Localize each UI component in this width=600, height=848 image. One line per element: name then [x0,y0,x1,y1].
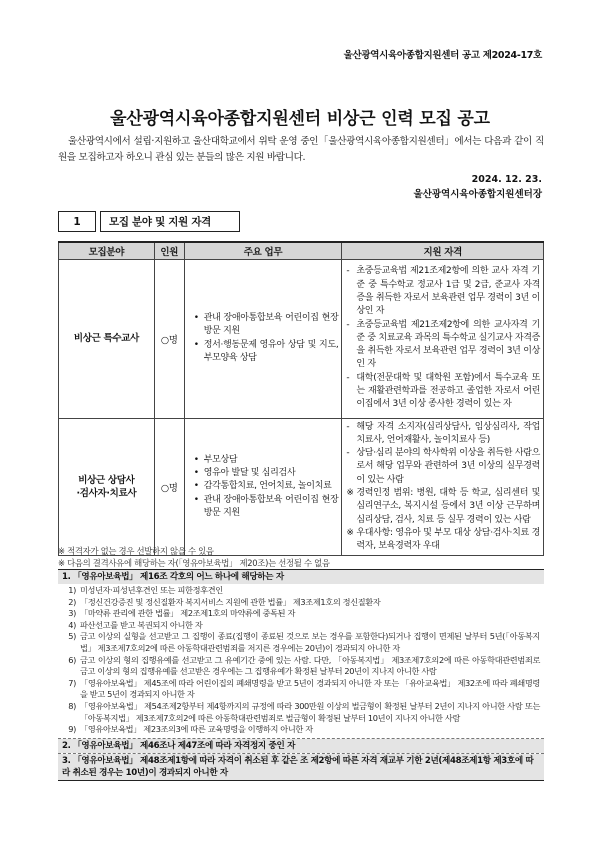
qualifications-cell [342,418,544,556]
list-item [62,724,540,736]
item-text: 「영유아보육법」 제54조제2항부터 제4항까지의 규정에 따라 300만원 이상의 벌금형이 확정된 날부터 2년이 지나지 아니한 사람 또는 「아동복지법」 제3조제7호의2에 따른 아동학대관련범죄로 벌금형이 확정된 날부터 10년이 지나지 아니한 사람 [80,700,540,723]
item-number: 2) [68,596,76,607]
count-cell: ○명 [154,259,184,418]
qualification-text: 초중등교육법 제21조제2항에 의한 교사 자격 기준 중 특수학교 정교사 1급 및 2급, 준교사 자격증을 취득한 자로서 보육관련 업무 경력이 3년 이상인 자 [356,266,540,317]
item-number: 9) [68,724,76,735]
qualification-text: 대학(전문대학 및 대학원 포함)에서 특수교육 또는 재활관련학과를 전공하고 졸업한 자로서 어린이집에서 3년 이상 종사한 경력이 있는 자 [356,372,540,410]
count-cell: ○명 [154,418,184,556]
category-line: ·검사자·치료사 [76,487,137,499]
issuer-name: 울산광역시육아종합지원센터장 [413,189,542,200]
header-qualifications: 지원 자격 [342,242,544,259]
item-number: 5) [68,631,76,642]
qualification-marker: ※ [346,527,354,538]
list-item [62,655,540,678]
header-category: 모집분야 [59,242,155,259]
issue-date: 2024. 12. 23. [471,174,542,185]
section-title: 모집 분야 및 지원 자격 [100,211,240,232]
duty-item: • 부모상담 [188,454,339,467]
item-text: 미성년자·피성년후견인 또는 피한정후견인 [80,585,223,595]
notice-number: 울산광역시육아종합지원센터 공고 제2024-17호 [343,50,542,61]
duties-cell [184,418,342,556]
category-cell: 비상근 특수교사 [59,259,155,418]
qualification-text: 우대사항: 영유아 및 부모 대상 상담·검사·치료 경력자, 보육경력자 우대 [356,527,540,552]
item-text: 파산선고를 받고 복권되지 아니한 자 [80,619,203,630]
duties-cell [184,259,342,418]
table-row-special-teacher [59,259,544,418]
qualification-item [344,319,540,372]
item-number: 8) [68,700,76,711]
notes-block [58,545,544,569]
item-text: 「영유아보육법」 제45조에 따라 어린이집의 폐쇄명령을 받고 5년이 경과되지 아니한 자 또는 「유아교육법」 제32조에 따라 폐쇄명령을 받고 5년이 경과되지 아니한 자 [80,677,540,700]
item-text: 「정신건강증진 및 정신질환자 복지서비스 지원에 관한 법률」 제3조제1호의 정신질환자 [80,596,381,607]
duty-item: • 영유아 발달 및 심리검사 [188,467,339,480]
qualification-item [344,421,540,448]
item-number: 7) [68,677,76,688]
qualification-item [344,447,540,487]
intro-paragraph: 울산광역시에서 설립·지원하고 울산대학교에서 위탁 운영 중인「울산광역시육아종합지원센터」에서는 다음과 같이 직원을 모집하고자 하오니 관심 있는 분들의 많은 지원 바랍니다. [58,136,544,163]
recruitment-table [58,241,544,556]
qualification-marker: - [346,319,350,330]
list-item [62,701,540,724]
category-line: 비상근 상담사 [78,474,135,486]
item-number: 6) [68,654,76,665]
qualification-text: 해당 자격 소지자(심리상담사, 임상심리사, 작업치료사, 언어재활사, 놀이치료사 등) [356,421,540,445]
qualification-marker: - [346,266,350,277]
issue-block [414,172,542,202]
header-count: 인원 [154,242,184,259]
disqualification-heading: 1. 「영유아보육법」 제16조 각호의 어느 하나에 해당하는 자 [58,570,544,584]
note-line: ※ 적격자가 없는 경우 선발하지 않을 수 있음 [58,546,214,556]
list-item [62,585,540,597]
qualification-marker: - [346,372,350,383]
qualification-item [344,487,540,527]
item-text: 「영유아보육법」 제23조의3에 따른 교육명령을 이행하지 아니한 자 [80,724,313,735]
section-number: 1 [58,211,96,232]
item-text: 「마약류 관리에 관한 법률」 제2조제1호의 마약류에 중독된 자 [80,608,296,619]
category-cell [59,418,155,556]
item-number: 4) [68,619,76,630]
qualification-item [344,265,540,318]
table-row-counselor [59,418,544,556]
disqualification-box [58,569,544,781]
qualification-marker: - [346,448,350,459]
qualifications-cell [342,259,544,418]
qualification-marker: - [346,421,350,432]
qualification-item [344,372,540,412]
qualification-text: 상담·심리 분야의 학사학위 이상을 취득한 사람으로서 해당 업무와 관련하여 3년 이상의 실무경력이 있는 사람 [356,448,540,485]
duty-item: • 정서·행동문제 영유아 상담 및 지도, 부모양육 상담 [188,339,339,365]
list-item [62,608,540,620]
list-item [62,620,540,632]
disqualification-list [58,584,544,738]
item-number: 3) [68,608,76,619]
duty-item: • 관내 장애아통합보육 어린이집 현장방문 지원 [188,312,339,338]
qualification-marker: ※ [346,487,354,498]
qualification-text: 초중등교육법 제21조제2항에 의한 교사자격 기준 중 치료교육 과목의 특수학교 실기교사 자격증을 취득한 자로서 보육관련 업무 경력이 3년 이상인 자 [356,319,540,370]
disqualification-heading: 2. 「영유아보육법」 제46조나 제47조에 따라 자격정지 중인 자 [58,739,544,753]
list-item [62,631,540,654]
item-text: 금고 이상의 실형을 선고받고 그 집행이 종료(집행이 종료된 것으로 보는 경우를 포함한다)되거나 집행이 면제된 날부터 5년(「아동복지법」 제3조제7호의2에 따른 아동학대관련범죄를 저지른 경우에는 20년)이 경과되지 아니한 자 [80,631,540,653]
table-header-row [59,242,544,259]
disqualification-heading: 3. 「영유아보육법」 제48조제1항에 따라 자격이 취소된 후 같은 조 제2항에 따른 자격 재교부 기한 2년(제48조제1항 제3호에 따라 취소된 경우는 10년)이 경과되지 아니한 자 [58,754,544,780]
item-text: 금고 이상의 형의 집행유예를 선고받고 그 유예기간 중에 있는 사람. 다만, 「아동복지법」 제3조제7호의2에 따른 아동학대관련범죄로 금고 이상의 형의 집행유예를 선고받은 경우에는 그 집행유예가 확정된 날부터 20년이 지나지 아니한 사람 [80,654,540,677]
duty-item: • 관내 장애아통합보육 어린이집 현장방문 지원 [188,494,339,520]
document-title: 울산광역시육아종합지원센터 비상근 인력 모집 공고 [110,109,490,129]
note-line: ※ 다음의 결격사유에 해당하는 자(「영유아보육법」 제20조)는 선정될 수 없음 [58,558,330,568]
section-heading [58,211,240,232]
qualification-text: 경력인정 범위: 병원, 대학 등 학교, 심리센터 및 심리연구소, 복지시설 등에서 3년 이상 근무하며 심리상담, 검사, 치료 등 실무 경력이 있는 사람 [356,487,540,525]
header-duties: 주요 업무 [184,242,342,259]
list-item [62,678,540,701]
duty-item: • 감각통합치료, 언어치료, 놀이치료 [188,480,339,493]
item-number: 1) [68,585,76,595]
list-item [62,597,540,609]
